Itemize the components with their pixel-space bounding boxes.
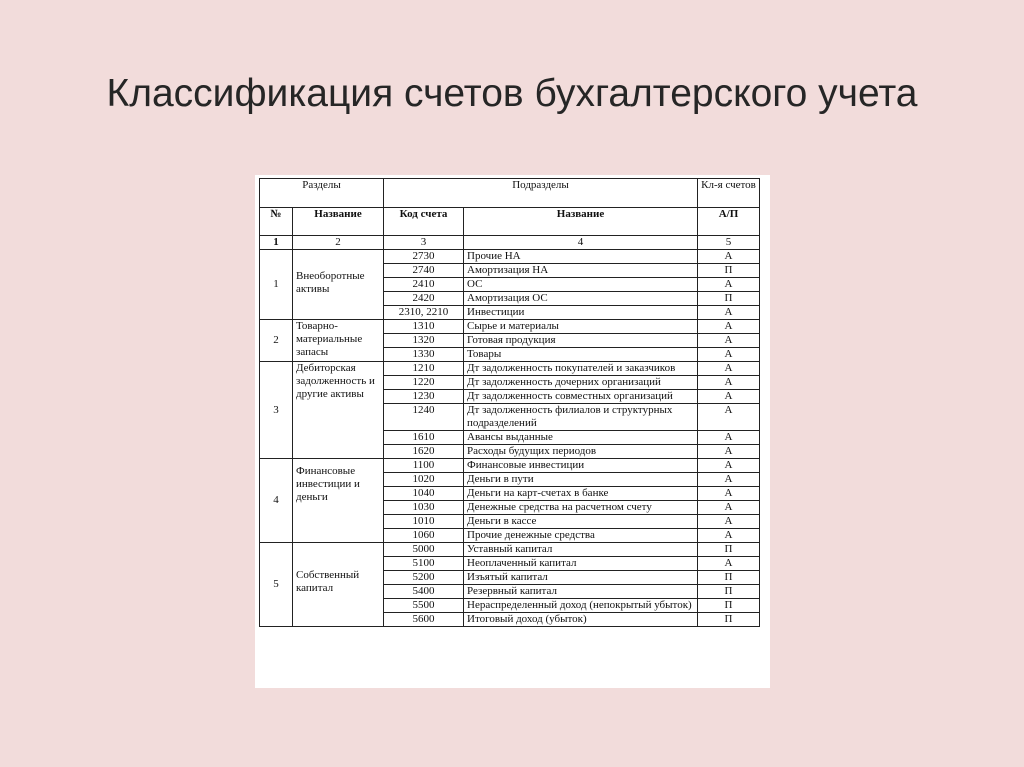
col-number: 1 xyxy=(260,236,293,250)
account-name: Дт задолженность совместных организаций xyxy=(464,390,698,404)
header-classification: Кл-я счетов xyxy=(698,179,760,208)
account-name: Неоплаченный капитал xyxy=(464,557,698,571)
account-name: Итоговый доход (убыток) xyxy=(464,613,698,627)
account-name: Дт задолженность дочерних организаций xyxy=(464,376,698,390)
account-name: Амортизация ОС xyxy=(464,292,698,306)
account-code: 1030 xyxy=(384,501,464,515)
header-ap: А/П xyxy=(698,208,760,236)
account-name: Сырье и материалы xyxy=(464,320,698,334)
section-number: 4 xyxy=(260,459,293,543)
account-code: 2420 xyxy=(384,292,464,306)
header-subsection-name: Название xyxy=(464,208,698,236)
slide-title: Классификация счетов бухгалтерского учета xyxy=(106,72,918,115)
account-type: А xyxy=(698,501,760,515)
account-name: Уставный капитал xyxy=(464,543,698,557)
account-name: Амортизация НА xyxy=(464,264,698,278)
account-code: 5500 xyxy=(384,599,464,613)
header-section-name: Название xyxy=(293,208,384,236)
account-code: 1010 xyxy=(384,515,464,529)
account-code: 1230 xyxy=(384,390,464,404)
section-name: Дебиторская задолженность и другие активы xyxy=(293,362,384,459)
account-code: 1040 xyxy=(384,487,464,501)
account-code: 2410 xyxy=(384,278,464,292)
account-name: Прочие денежные средства xyxy=(464,529,698,543)
account-name: Товары xyxy=(464,348,698,362)
account-code: 2310, 2210 xyxy=(384,306,464,320)
section-number: 1 xyxy=(260,250,293,320)
col-number: 2 xyxy=(293,236,384,250)
section-number: 2 xyxy=(260,320,293,362)
account-type: А xyxy=(698,529,760,543)
accounts-classification-table xyxy=(259,178,760,627)
account-type: А xyxy=(698,487,760,501)
account-name: Деньги на карт-счетах в банке xyxy=(464,487,698,501)
account-code: 1320 xyxy=(384,334,464,348)
account-type: А xyxy=(698,390,760,404)
account-code: 5200 xyxy=(384,571,464,585)
account-type: А xyxy=(698,320,760,334)
col-number: 3 xyxy=(384,236,464,250)
account-code: 1060 xyxy=(384,529,464,543)
account-name: Изъятый капитал xyxy=(464,571,698,585)
account-type: П xyxy=(698,571,760,585)
section-name: Собственный капитал xyxy=(293,543,384,627)
account-name: Деньги в пути xyxy=(464,473,698,487)
table-row xyxy=(260,459,760,473)
account-code: 1240 xyxy=(384,404,464,431)
account-type: А xyxy=(698,557,760,571)
account-type: П xyxy=(698,264,760,278)
header-num: № xyxy=(260,208,293,236)
account-type: П xyxy=(698,543,760,557)
account-name: Резервный капитал xyxy=(464,585,698,599)
account-type: А xyxy=(698,376,760,390)
account-code: 1610 xyxy=(384,431,464,445)
account-name: Дт задолженность покупателей и заказчиков xyxy=(464,362,698,376)
col-number: 5 xyxy=(698,236,760,250)
account-name: Готовая продукция xyxy=(464,334,698,348)
account-code: 2730 xyxy=(384,250,464,264)
account-type: А xyxy=(698,445,760,459)
account-name: Прочие НА xyxy=(464,250,698,264)
account-type: А xyxy=(698,250,760,264)
account-name: Расходы будущих периодов xyxy=(464,445,698,459)
account-type: А xyxy=(698,431,760,445)
account-type: А xyxy=(698,473,760,487)
section-name: Товарно-материальные запасы xyxy=(293,320,384,362)
accounts-table-image xyxy=(255,175,770,688)
account-name: Денежные средства на расчетном счету xyxy=(464,501,698,515)
account-name: Деньги в кассе xyxy=(464,515,698,529)
account-type: П xyxy=(698,292,760,306)
account-type: П xyxy=(698,613,760,627)
table-row xyxy=(260,362,760,376)
account-name: Финансовые инвестиции xyxy=(464,459,698,473)
account-type: А xyxy=(698,515,760,529)
header-subsections: Подразделы xyxy=(384,179,698,208)
account-code: 1100 xyxy=(384,459,464,473)
account-type: А xyxy=(698,404,760,431)
account-type: А xyxy=(698,278,760,292)
table-row xyxy=(260,543,760,557)
section-name: Внеоборотные активы xyxy=(293,250,384,320)
account-code: 1220 xyxy=(384,376,464,390)
account-type: А xyxy=(698,459,760,473)
account-code: 1330 xyxy=(384,348,464,362)
account-type: П xyxy=(698,585,760,599)
header-code: Код счета xyxy=(384,208,464,236)
account-type: А xyxy=(698,334,760,348)
account-name: ОС xyxy=(464,278,698,292)
account-code: 1210 xyxy=(384,362,464,376)
account-type: П xyxy=(698,599,760,613)
section-name: Финансовые инвестиции и деньги xyxy=(293,459,384,543)
account-type: А xyxy=(698,348,760,362)
table-row xyxy=(260,250,760,264)
account-code: 5600 xyxy=(384,613,464,627)
account-code: 5100 xyxy=(384,557,464,571)
account-code: 5400 xyxy=(384,585,464,599)
header-sections: Разделы xyxy=(260,179,384,208)
account-code: 2740 xyxy=(384,264,464,278)
col-number: 4 xyxy=(464,236,698,250)
account-code: 1620 xyxy=(384,445,464,459)
section-number: 3 xyxy=(260,362,293,459)
table-row xyxy=(260,320,760,334)
account-code: 5000 xyxy=(384,543,464,557)
account-name: Нераспределенный доход (непокрытый убыток) xyxy=(464,599,698,613)
section-number: 5 xyxy=(260,543,293,627)
account-code: 1020 xyxy=(384,473,464,487)
account-name: Инвестиции xyxy=(464,306,698,320)
account-name: Авансы выданные xyxy=(464,431,698,445)
account-name: Дт задолженность филиалов и структурных подразделений xyxy=(464,404,698,431)
account-type: А xyxy=(698,306,760,320)
account-type: А xyxy=(698,362,760,376)
account-code: 1310 xyxy=(384,320,464,334)
